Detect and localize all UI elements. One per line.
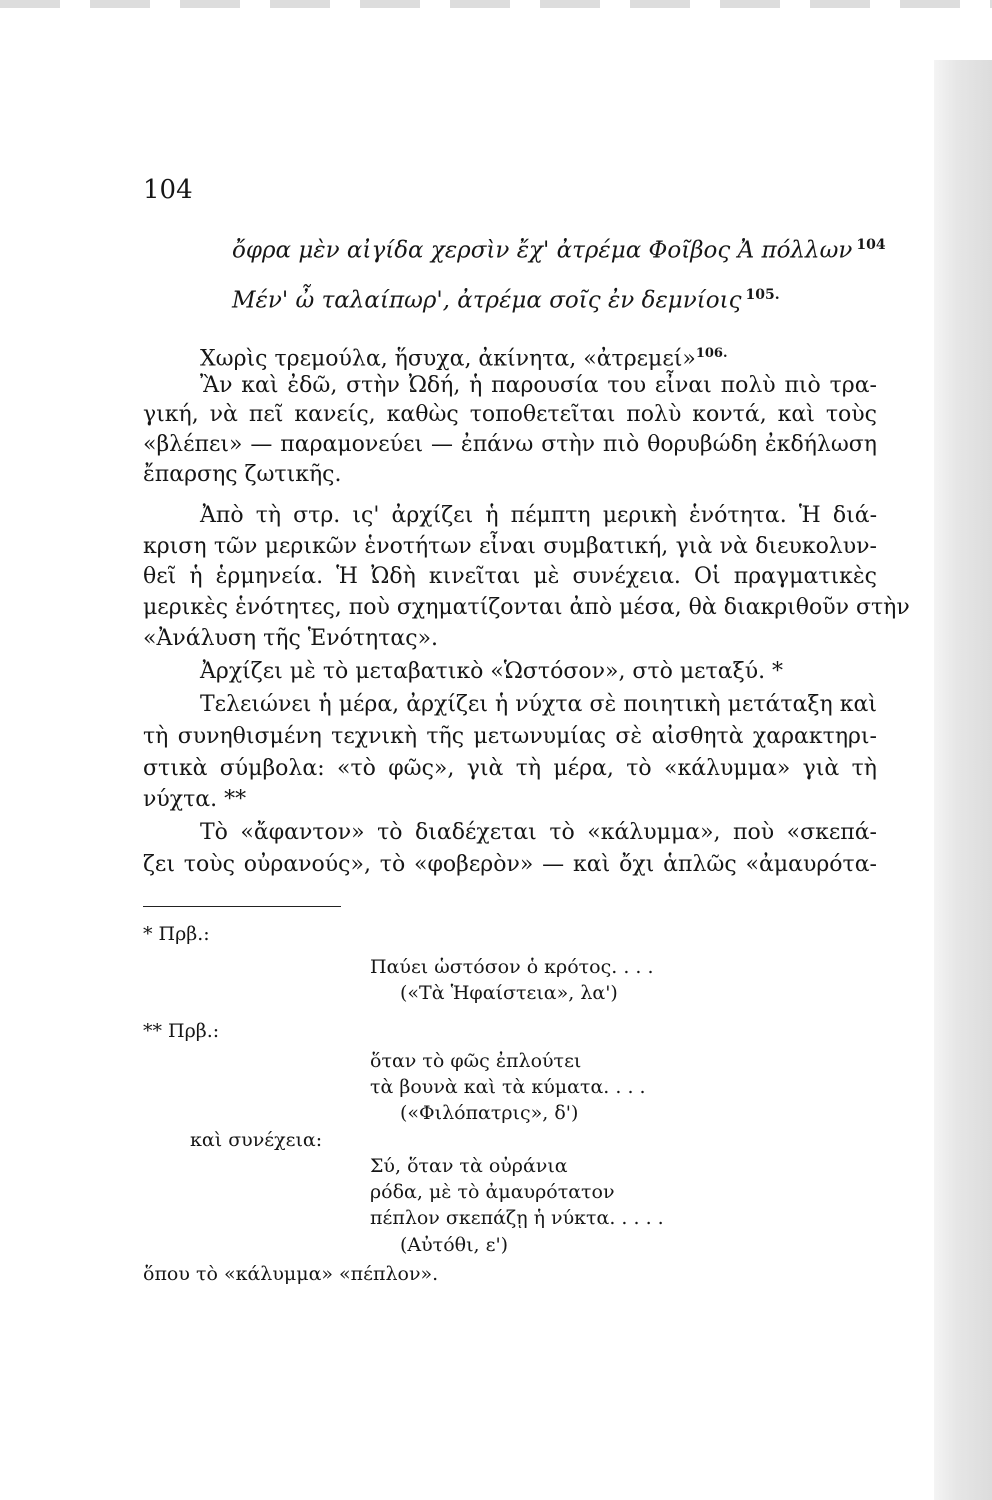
- text-line: Ἂν καὶ ἐδῶ, στὴν Ὠδή, ἡ παρουσία του εἶναι πολὺ πιὸ τρα-: [200, 373, 877, 398]
- footnote-quote-line: ρόδα, μὲ τὸ ἀμαυρότατον: [370, 1181, 615, 1203]
- text-line: ζει τοὺς οὐρανούς», τὸ «φοβερὸν» — καὶ ὄχι ἁπλῶς «ἀμαυρότα-: [143, 852, 877, 877]
- text-line: «Ἀνάλυση τῆς Ἑνότητας».: [143, 626, 439, 651]
- footnote-citation: («Φιλόπατρις», δ'): [400, 1102, 579, 1124]
- footnote-quote-line: πέπλον σκεπάζῃ ἡ νύκτα. . . . .: [370, 1207, 664, 1229]
- text-line: μερικὲς ἑνότητες, ποὺ σχηματίζονται ἀπὸ μέσα, θὰ διακριθοῦν στὴν: [143, 595, 910, 620]
- text-line: στικὰ σύμβολα: «τὸ φῶς», γιὰ τὴ μέρα, τὸ «κάλυμμα» γιὰ τὴ: [143, 756, 877, 781]
- footnote-quote-line: τὰ βουνὰ καὶ τὰ κύματα. . . .: [370, 1076, 646, 1098]
- footnote-label: * Πρβ.:: [143, 923, 210, 945]
- footnote-ref-104: 104: [856, 237, 886, 253]
- text-line: θεῖ ἡ ἑρμηνεία. Ἡ Ὠδὴ κινεῖται μὲ συνέχεια. Οἱ πραγματικὲς: [143, 564, 877, 589]
- text-line: τὴ συνηθισμένη τεχνικὴ τῆς μετωνυμίας σὲ αἰσθητὰ χαρακτηρι-: [143, 724, 877, 749]
- text-line: κριση τῶν μερικῶν ἑνοτήτων εἶναι συμβατική, γιὰ νὰ διευκολυν-: [143, 534, 877, 559]
- text-line: νύχτα. **: [143, 787, 247, 812]
- text-line: γική, νὰ πεῖ κανείς, καθὼς τοποθετεῖται πολὺ κοντά, καὶ τοὺς: [143, 402, 877, 427]
- footnote-quote-line: Σύ, ὅταν τὰ οὐράνια: [370, 1155, 568, 1177]
- text-line: «βλέπει» — παραμονεύει — ἐπάνω στὴν πιὸ θορυβώδη ἐκδήλωση: [143, 432, 877, 457]
- footnote-quote-line: Παύει ὡστόσον ὁ κρότος. . . .: [370, 956, 654, 978]
- verse-text: Μέν' ὦ ταλαίπωρ', ἀτρέμα σοῖς ἐν δεμνίοις: [232, 287, 742, 314]
- verse-line-2: [232, 287, 780, 314]
- text-line: Ἀπὸ τὴ στρ. ις' ἀρχίζει ἡ πέμπτη μερικὴ ἑνότητα. Ἡ διά-: [200, 503, 877, 528]
- footnote-separator: [143, 906, 341, 907]
- footnote-citation: (Αὐτόθι, ε'): [400, 1234, 509, 1256]
- page-right-edge: [934, 60, 992, 1500]
- footnote-citation: («Τὰ Ἡφαίστεια», λα'): [400, 982, 618, 1004]
- verse-text: ὄφρα μὲν αἰγίδα χερσὶν ἔχ' ἀτρέμα Φοῖβος Ἀ πόλλων: [232, 237, 853, 264]
- footnote-label: ** Πρβ.:: [143, 1020, 220, 1042]
- footnote-closing-line: ὅπου τὸ «κάλυμμα» «πέπλον».: [143, 1263, 439, 1285]
- text-line: Τὸ «ἄφαντον» τὸ διαδέχεται τὸ «κάλυμμα», ποὺ «σκεπά-: [200, 820, 877, 845]
- footnote-ref-105: 105.: [745, 287, 780, 303]
- text-line: Ἀρχίζει μὲ τὸ μεταβατικὸ «Ὡστόσον», στὸ μεταξύ. *: [200, 659, 784, 684]
- verse-line-1: [232, 237, 886, 264]
- page-number: 104: [143, 175, 193, 205]
- text-line: ἔπαρσης ζωτικῆς.: [143, 462, 342, 487]
- page-top-edge: [0, 0, 992, 8]
- text-line: Τελειώνει ἡ μέρα, ἀρχίζει ἡ νύχτα σὲ ποιητικὴ μετάταξη καὶ: [200, 692, 877, 717]
- text-line: Χωρὶς τρεμούλα, ἥσυχα, ἀκίνητα, «ἀτρεμεί»$^{106.}$: [200, 346, 728, 372]
- footnote-label: καὶ συνέχεια:: [190, 1129, 323, 1151]
- footnote-quote-line: ὅταν τὸ φῶς ἐπλούτει: [370, 1050, 582, 1072]
- footnote-ref-106: 106.: [695, 346, 728, 361]
